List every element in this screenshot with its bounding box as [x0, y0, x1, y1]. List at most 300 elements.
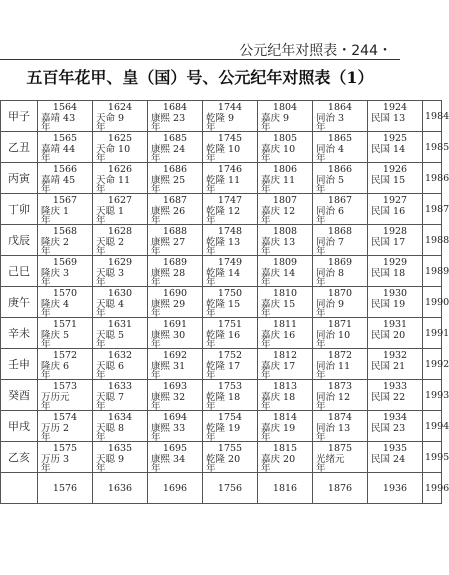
reign-year: 万历 2: [41, 423, 70, 434]
reign-year-suffix: 年: [206, 122, 216, 133]
year-cell: [38, 349, 93, 380]
reign-year-suffix: 年: [151, 308, 161, 319]
reign-year-suffix: 年: [316, 432, 326, 443]
year-cell: [313, 256, 368, 287]
gregorian-year: 1754: [217, 412, 243, 423]
reign-year: 乾隆 11: [206, 175, 241, 186]
reign-year: 嘉庆 14: [261, 268, 296, 279]
reign-year: 嘉庆 10: [261, 144, 296, 155]
gregorian-year: 1691: [162, 319, 188, 330]
reign-year: 民国 23: [371, 423, 406, 434]
reign-year: 嘉庆 16: [261, 330, 296, 341]
reign-year: 民国 13: [371, 113, 406, 124]
gregorian-year: 1992: [425, 359, 449, 370]
year-cell: [423, 380, 449, 411]
reign-year: 嘉庆 9: [261, 113, 290, 124]
table-row: [1, 163, 442, 194]
year-cell: [203, 349, 258, 380]
gregorian-year: 1864: [327, 102, 353, 113]
year-cell: [313, 442, 368, 473]
gregorian-year: 1868: [327, 226, 353, 237]
gregorian-year: 1924: [382, 102, 408, 113]
year-cell: [93, 318, 148, 349]
reign-year-suffix: 年: [151, 153, 161, 164]
gregorian-year: 1806: [272, 164, 298, 175]
year-cell: [38, 163, 93, 194]
gregorian-year: 1745: [217, 133, 243, 144]
reign-year-suffix: 年: [41, 463, 51, 474]
gregorian-year: 1685: [162, 133, 188, 144]
reign-year-suffix: 年: [261, 122, 271, 133]
year-cell: [423, 473, 449, 504]
gregorian-year: 1686: [162, 164, 188, 175]
reign-year: 天聪 7: [96, 392, 125, 403]
reign-year-suffix: [368, 342, 422, 348]
gregorian-year: 1567: [52, 195, 78, 206]
reign-year-suffix: [368, 373, 422, 379]
year-cell: [258, 442, 313, 473]
reign-year-suffix: 年: [96, 184, 106, 195]
gregorian-year: 1985: [425, 142, 449, 153]
gregorian-year: 1633: [107, 381, 133, 392]
year-cell: [368, 163, 423, 194]
year-cell: [368, 380, 423, 411]
reign-year-suffix: 年: [261, 401, 271, 412]
reign-year-suffix: 年: [206, 432, 216, 443]
year-cell: [423, 349, 449, 380]
gregorian-year: 1626: [107, 164, 133, 175]
gregorian-year: 1996: [425, 483, 449, 494]
gregorian-year: 1624: [107, 102, 133, 113]
reign-year: 康熙 24: [151, 144, 186, 155]
gregorian-year: 1809: [272, 257, 298, 268]
reign-year-suffix: 年: [206, 246, 216, 257]
gregorian-year: 1865: [327, 133, 353, 144]
reign-year-suffix: 年: [151, 277, 161, 288]
gregorian-year: 1566: [52, 164, 78, 175]
reign-year: 嘉靖 44: [41, 144, 76, 155]
gregorian-year: 1573: [52, 381, 78, 392]
ganzhi-cell: 己巳: [1, 256, 38, 287]
reign-year: 乾隆 12: [206, 206, 241, 217]
year-cell: [368, 225, 423, 256]
gregorian-year: 1630: [107, 288, 133, 299]
reign-year: 乾隆 17: [206, 361, 241, 372]
year-cell: [368, 442, 423, 473]
gregorian-year: 1813: [272, 381, 298, 392]
year-cell: [258, 380, 313, 411]
reign-year-suffix: 年: [151, 122, 161, 133]
reign-year-suffix: 年: [261, 277, 271, 288]
running-header: [0, 0, 400, 60]
reign-year-suffix: 年: [206, 277, 216, 288]
year-cell: [423, 132, 449, 163]
gregorian-year: 1815: [272, 443, 298, 454]
reign-year: 天聪 3: [96, 268, 125, 279]
gregorian-year: 1574: [52, 412, 78, 423]
reign-year: 嘉庆 20: [261, 454, 296, 465]
gregorian-year: 1632: [107, 350, 133, 361]
year-cell: [203, 318, 258, 349]
reign-year-suffix: 年: [316, 215, 326, 226]
year-cell: [148, 225, 203, 256]
table-row: [1, 194, 442, 225]
year-cell: [258, 318, 313, 349]
year-cell: [368, 194, 423, 225]
reign-year-suffix: 年: [206, 184, 216, 195]
reign-year: 乾隆 14: [206, 268, 241, 279]
gregorian-year: 1804: [272, 102, 298, 113]
reign-year-suffix: 年: [261, 153, 271, 164]
year-cell: [313, 411, 368, 442]
gregorian-year: 1990: [425, 297, 449, 308]
gregorian-year: 1874: [327, 412, 353, 423]
reign-year-suffix: 年: [151, 401, 161, 412]
reign-year: 同治 4: [316, 144, 345, 155]
gregorian-year: 1936: [382, 483, 408, 494]
reign-year: 乾隆 15: [206, 299, 241, 310]
reign-year: 同治 7: [316, 237, 345, 248]
year-cell: [368, 411, 423, 442]
year-cell: [203, 287, 258, 318]
reign-year-suffix: 年: [96, 246, 106, 257]
reign-year-suffix: 年: [261, 339, 271, 350]
reign-year-suffix: 年: [151, 463, 161, 474]
gregorian-year: 1993: [425, 390, 449, 401]
gregorian-year: 1684: [162, 102, 188, 113]
reign-year: 嘉庆 18: [261, 392, 296, 403]
gregorian-year: 1811: [272, 319, 298, 330]
year-cell: [423, 287, 449, 318]
header-rule: [0, 59, 400, 60]
running-title: 公元纪年对照表・244・: [239, 43, 392, 59]
year-cell: [313, 318, 368, 349]
year-cell: [38, 194, 93, 225]
year-cell: [93, 473, 148, 504]
year-cell: [203, 473, 258, 504]
reign-year: 隆庆 4: [41, 299, 70, 310]
gregorian-year: 1994: [425, 421, 449, 432]
reign-year-suffix: 年: [206, 401, 216, 412]
table-row: [1, 349, 442, 380]
year-cell: [38, 473, 93, 504]
reign-year: 乾隆 19: [206, 423, 241, 434]
gregorian-year: 1810: [272, 288, 298, 299]
gregorian-year: 1870: [327, 288, 353, 299]
reign-year-suffix: 年: [316, 308, 326, 319]
year-cell: [258, 287, 313, 318]
reign-year: 天聪 1: [96, 206, 125, 217]
gregorian-year: 1989: [425, 266, 449, 277]
reign-year-suffix: 年: [316, 463, 326, 474]
gregorian-year: 1634: [107, 412, 133, 423]
gregorian-year: 1629: [107, 257, 133, 268]
table-row: [1, 225, 442, 256]
year-cell: [258, 225, 313, 256]
gregorian-year: 1928: [382, 226, 408, 237]
ganzhi-cell: 壬申: [1, 349, 38, 380]
year-cell: [258, 473, 313, 504]
ganzhi-cell: [1, 473, 38, 504]
year-cell: [148, 194, 203, 225]
year-cell: [313, 132, 368, 163]
reign-year-suffix: 年: [41, 122, 51, 133]
gregorian-year: 1692: [162, 350, 188, 361]
year-cell: [38, 380, 93, 411]
ganzhi-cell: 戊辰: [1, 225, 38, 256]
year-cell: [38, 132, 93, 163]
gregorian-year: 1575: [52, 443, 78, 454]
reign-year-suffix: 年: [206, 463, 216, 474]
table-row: [1, 101, 442, 132]
reign-year: 嘉庆 13: [261, 237, 296, 248]
reign-year-suffix: 年: [316, 184, 326, 195]
year-cell: [38, 411, 93, 442]
gregorian-year: 1565: [52, 133, 78, 144]
year-cell: [368, 349, 423, 380]
reign-year: 隆庆 5: [41, 330, 70, 341]
table-row: [1, 473, 442, 504]
reign-year: 万历 3: [41, 454, 70, 465]
year-cell: [258, 101, 313, 132]
reign-year: 民国 17: [371, 237, 406, 248]
reign-year: 民国 18: [371, 268, 406, 279]
reign-year-suffix: 年: [316, 339, 326, 350]
gregorian-year: 1695: [162, 443, 188, 454]
reign-year-suffix: 年: [316, 370, 326, 381]
reign-year-suffix: 年: [206, 215, 216, 226]
reign-year-suffix: 年: [41, 153, 51, 164]
gregorian-year: 1808: [272, 226, 298, 237]
gregorian-year: 1572: [52, 350, 78, 361]
gregorian-year: 1750: [217, 288, 243, 299]
reign-year-suffix: 年: [316, 246, 326, 257]
reign-year-suffix: 年: [41, 277, 51, 288]
reign-year-suffix: 年: [151, 370, 161, 381]
reign-year-suffix: 年: [96, 277, 106, 288]
gregorian-year: 1812: [272, 350, 298, 361]
era-table: [0, 100, 449, 504]
gregorian-year: 1690: [162, 288, 188, 299]
reign-year: 同治 12: [316, 392, 351, 403]
table-row: [1, 287, 442, 318]
year-cell: [38, 101, 93, 132]
reign-year: 康熙 26: [151, 206, 186, 217]
gregorian-year: 1576: [52, 483, 78, 494]
reign-year: 嘉庆 15: [261, 299, 296, 310]
reign-year: 隆庆 3: [41, 268, 70, 279]
gregorian-year: 1694: [162, 412, 188, 423]
reign-year: 民国 24: [371, 454, 406, 465]
reign-year-suffix: 年: [206, 153, 216, 164]
gregorian-year: 1866: [327, 164, 353, 175]
gregorian-year: 1564: [52, 102, 78, 113]
reign-year-suffix: 年: [316, 153, 326, 164]
reign-year: 同治 6: [316, 206, 345, 217]
gregorian-year: 1935: [382, 443, 408, 454]
reign-year-suffix: 年: [96, 401, 106, 412]
gregorian-year: 1751: [217, 319, 243, 330]
year-cell: [258, 194, 313, 225]
reign-year-suffix: 年: [96, 463, 106, 474]
year-cell: [423, 318, 449, 349]
reign-year: 隆庆 2: [41, 237, 70, 248]
year-cell: [368, 256, 423, 287]
year-cell: [148, 442, 203, 473]
reign-year-suffix: 年: [41, 215, 51, 226]
year-cell: [203, 411, 258, 442]
year-cell: [203, 442, 258, 473]
ganzhi-cell: 庚午: [1, 287, 38, 318]
year-cell: [258, 256, 313, 287]
reign-year: 天命 11: [96, 175, 131, 186]
reign-year-suffix: 年: [41, 184, 51, 195]
gregorian-year: 1748: [217, 226, 243, 237]
reign-year-suffix: [368, 404, 422, 410]
table-row: [1, 256, 442, 287]
reign-year: 天聪 6: [96, 361, 125, 372]
reign-year: 民国 16: [371, 206, 406, 217]
reign-year: 隆庆 1: [41, 206, 70, 217]
year-cell: [148, 411, 203, 442]
year-cell: [148, 163, 203, 194]
year-cell: [368, 132, 423, 163]
reign-year: 康熙 30: [151, 330, 186, 341]
gregorian-year: 1571: [52, 319, 78, 330]
gregorian-year: 1814: [272, 412, 298, 423]
reign-year: 康熙 33: [151, 423, 186, 434]
reign-year-suffix: 年: [206, 370, 216, 381]
year-cell: [93, 411, 148, 442]
gregorian-year: 1756: [217, 483, 243, 494]
ganzhi-cell: 辛未: [1, 318, 38, 349]
reign-year-suffix: 年: [41, 246, 51, 257]
year-cell: [203, 256, 258, 287]
year-cell: [38, 256, 93, 287]
gregorian-year: 1869: [327, 257, 353, 268]
gregorian-year: 1925: [382, 133, 408, 144]
ganzhi-cell: 丁卯: [1, 194, 38, 225]
reign-year: 嘉庆 11: [261, 175, 296, 186]
reign-year: 乾隆 9: [206, 113, 235, 124]
gregorian-year: 1988: [425, 235, 449, 246]
reign-year: 嘉靖 43: [41, 113, 76, 124]
reign-year: 天聪 4: [96, 299, 125, 310]
year-cell: [203, 163, 258, 194]
reign-year: 嘉庆 17: [261, 361, 296, 372]
gregorian-year: 1995: [425, 452, 449, 463]
gregorian-year: 1986: [425, 173, 449, 184]
era-table-body: [1, 101, 449, 504]
year-cell: [258, 349, 313, 380]
reign-year-suffix: [368, 156, 422, 162]
ganzhi-cell: 甲子: [1, 101, 38, 132]
ganzhi-cell: 丙寅: [1, 163, 38, 194]
year-cell: [368, 318, 423, 349]
reign-year-suffix: 年: [41, 339, 51, 350]
reign-year: 天命 9: [96, 113, 125, 124]
gregorian-year: 1816: [272, 483, 298, 494]
gregorian-year: 1934: [382, 412, 408, 423]
gregorian-year: 1689: [162, 257, 188, 268]
gregorian-year: 1931: [382, 319, 408, 330]
reign-year: 康熙 29: [151, 299, 186, 310]
ganzhi-cell: 乙丑: [1, 132, 38, 163]
reign-year-suffix: [368, 311, 422, 317]
reign-year-suffix: 年: [151, 339, 161, 350]
reign-year-suffix: 年: [41, 308, 51, 319]
reign-year-suffix: 年: [96, 122, 106, 133]
reign-year-suffix: 年: [151, 215, 161, 226]
gregorian-year: 1805: [272, 133, 298, 144]
reign-year: 天聪 5: [96, 330, 125, 341]
year-cell: [423, 101, 449, 132]
year-cell: [423, 225, 449, 256]
reign-year: 民国 22: [371, 392, 406, 403]
reign-year-suffix: 年: [206, 339, 216, 350]
gregorian-year: 1688: [162, 226, 188, 237]
reign-year-suffix: 年: [261, 246, 271, 257]
reign-year: 康熙 27: [151, 237, 186, 248]
reign-year-suffix: 年: [96, 432, 106, 443]
reign-year-suffix: 年: [96, 370, 106, 381]
year-cell: [93, 163, 148, 194]
reign-year: 隆庆 6: [41, 361, 70, 372]
gregorian-year: 1752: [217, 350, 243, 361]
year-cell: [38, 318, 93, 349]
reign-year-suffix: 年: [151, 432, 161, 443]
reign-year-suffix: 年: [96, 215, 106, 226]
reign-year: 乾隆 18: [206, 392, 241, 403]
gregorian-year: 1755: [217, 443, 243, 454]
table-container: [0, 100, 449, 575]
gregorian-year: 1627: [107, 195, 133, 206]
gregorian-year: 1749: [217, 257, 243, 268]
reign-year-suffix: 年: [261, 370, 271, 381]
year-cell: [423, 163, 449, 194]
year-cell: [93, 132, 148, 163]
reign-year: 康熙 23: [151, 113, 186, 124]
year-cell: [423, 442, 449, 473]
year-cell: [203, 380, 258, 411]
year-cell: [93, 442, 148, 473]
year-cell: [368, 473, 423, 504]
year-cell: [148, 349, 203, 380]
gregorian-year: 1753: [217, 381, 243, 392]
gregorian-year: 1744: [217, 102, 243, 113]
reign-year: 民国 20: [371, 330, 406, 341]
gregorian-year: 1991: [425, 328, 449, 339]
year-cell: [203, 101, 258, 132]
reign-year: 嘉庆 12: [261, 206, 296, 217]
year-cell: [148, 473, 203, 504]
reign-year: 乾隆 20: [206, 454, 241, 465]
year-cell: [368, 287, 423, 318]
gregorian-year: 1693: [162, 381, 188, 392]
year-cell: [203, 194, 258, 225]
gregorian-year: 1872: [327, 350, 353, 361]
ganzhi-cell: 乙亥: [1, 442, 38, 473]
year-cell: [258, 132, 313, 163]
page-title: 五百年花甲、皇（国）号、公元纪年对照表（1）: [26, 68, 374, 87]
gregorian-year: 1871: [327, 319, 353, 330]
gregorian-year: 1636: [107, 483, 133, 494]
reign-year: 万历元: [41, 392, 70, 403]
gregorian-year: 1873: [327, 381, 353, 392]
table-row: [1, 132, 442, 163]
year-cell: [313, 473, 368, 504]
reign-year-suffix: 年: [96, 339, 106, 350]
